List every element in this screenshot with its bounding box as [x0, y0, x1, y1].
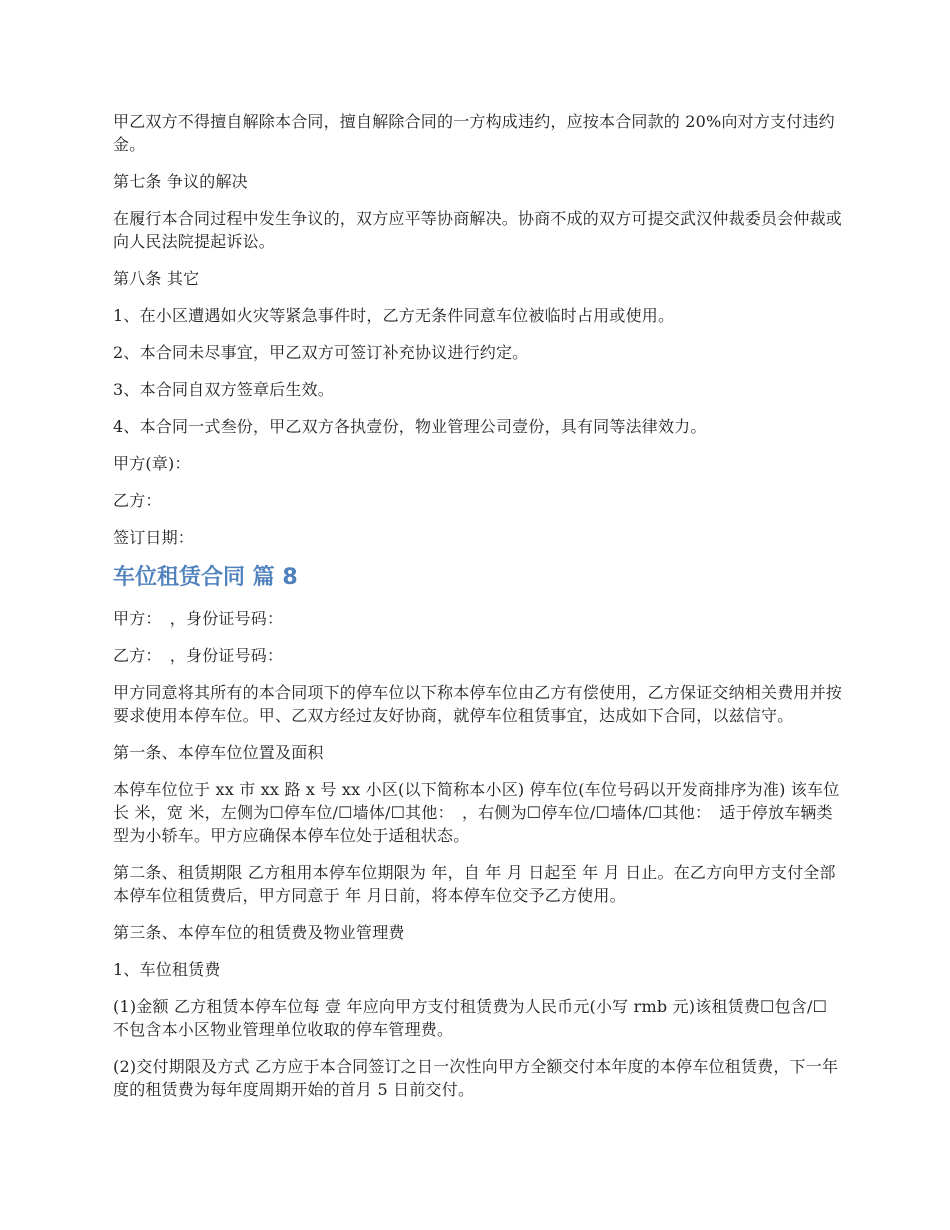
clause-4: 4、本合同一式叁份，甲乙双方各执壹份，物业管理公司壹份，具有同等法律效力。 [113, 417, 707, 436]
clause-3: 3、本合同自双方签章后生效。 [113, 380, 334, 399]
paragraph-dispute: 在履行本合同过程中发生争议的，双方应平等协商解决。协商不成的双方可提交武汉仲裁委员会仲裁或向人民法院提起诉讼。 [113, 209, 843, 251]
article-3-heading: 第三条、本停车位的租赁费及物业管理费 [113, 923, 405, 942]
clause-1: 1、在小区遭遇如火灾等紧急事件时，乙方无条件同意车位被临时占用或使用。 [113, 306, 675, 325]
article-7-heading: 第七条 争议的解决 [113, 172, 248, 191]
section-heading: 车位租赁合同 篇 8 [113, 565, 298, 590]
clause-2: 2、本合同未尽事宜，甲乙双方可签订补充协议进行约定。 [113, 343, 529, 362]
paragraph-penalty: 甲乙双方不得擅自解除本合同，擅自解除合同的一方构成违约，应按本合同款的 20%向对方支付违约金。 [113, 112, 835, 154]
signing-date: 签订日期： [113, 528, 195, 547]
party-a-id: 甲方： ，身份证号码： [113, 609, 284, 628]
paragraph-location: 本停车位位于 xx 市 xx 路 x 号 xx 小区(以下简称本小区) 停车位(车位号码以开发商排序为准) 该车位长 米，宽 米，左侧为☐停车位/☐墙体/☐其他： ，右侧为☐停车位/☐墙体/☐其他： 适于停放车辆类型为小轿车。甲方应确保本停车位处于适租状态。 [113, 780, 840, 845]
party-a-seal: 甲方(章)： [113, 454, 191, 473]
article-1-heading: 第一条、本停车位位置及面积 [113, 743, 324, 762]
paragraph-preamble: 甲方同意将其所有的本合同项下的停车位以下称本停车位由乙方有偿使用，乙方保证交纳相关费用并按要求使用本停车位。甲、乙双方经过友好协商，就停车位租赁事宜，达成如下合同，以兹信守。 [113, 683, 843, 725]
party-b: 乙方： [113, 491, 162, 510]
paragraph-term: 第二条、租赁期限 乙方租用本停车位期限为 年，自 年 月 日起至 年 月 日止。在乙方向甲方支付全部本停车位租赁费后，甲方同意于 年 月日前，将本停车位交予乙方使用。 [113, 863, 836, 905]
rent-subheading: 1、车位租赁费 [113, 960, 221, 979]
article-8-heading: 第八条 其它 [113, 269, 200, 288]
paragraph-rent-amount: (1)金额 乙方租赁本停车位每 壹 年应向甲方支付租赁费为人民币元(小写 rmb 元)该租赁费☐包含/☐不包含本小区物业管理单位收取的停车管理费。 [113, 997, 828, 1039]
paragraph-payment-terms: (2)交付期限及方式 乙方应于本合同签订之日一次性向甲方全额交付本年度的本停车位租赁费，下一年度的租赁费为每年度周期开始的首月 5 日前交付。 [113, 1057, 839, 1099]
party-b-id: 乙方： ，身份证号码： [113, 646, 284, 665]
document-body [113, 110, 843, 1115]
